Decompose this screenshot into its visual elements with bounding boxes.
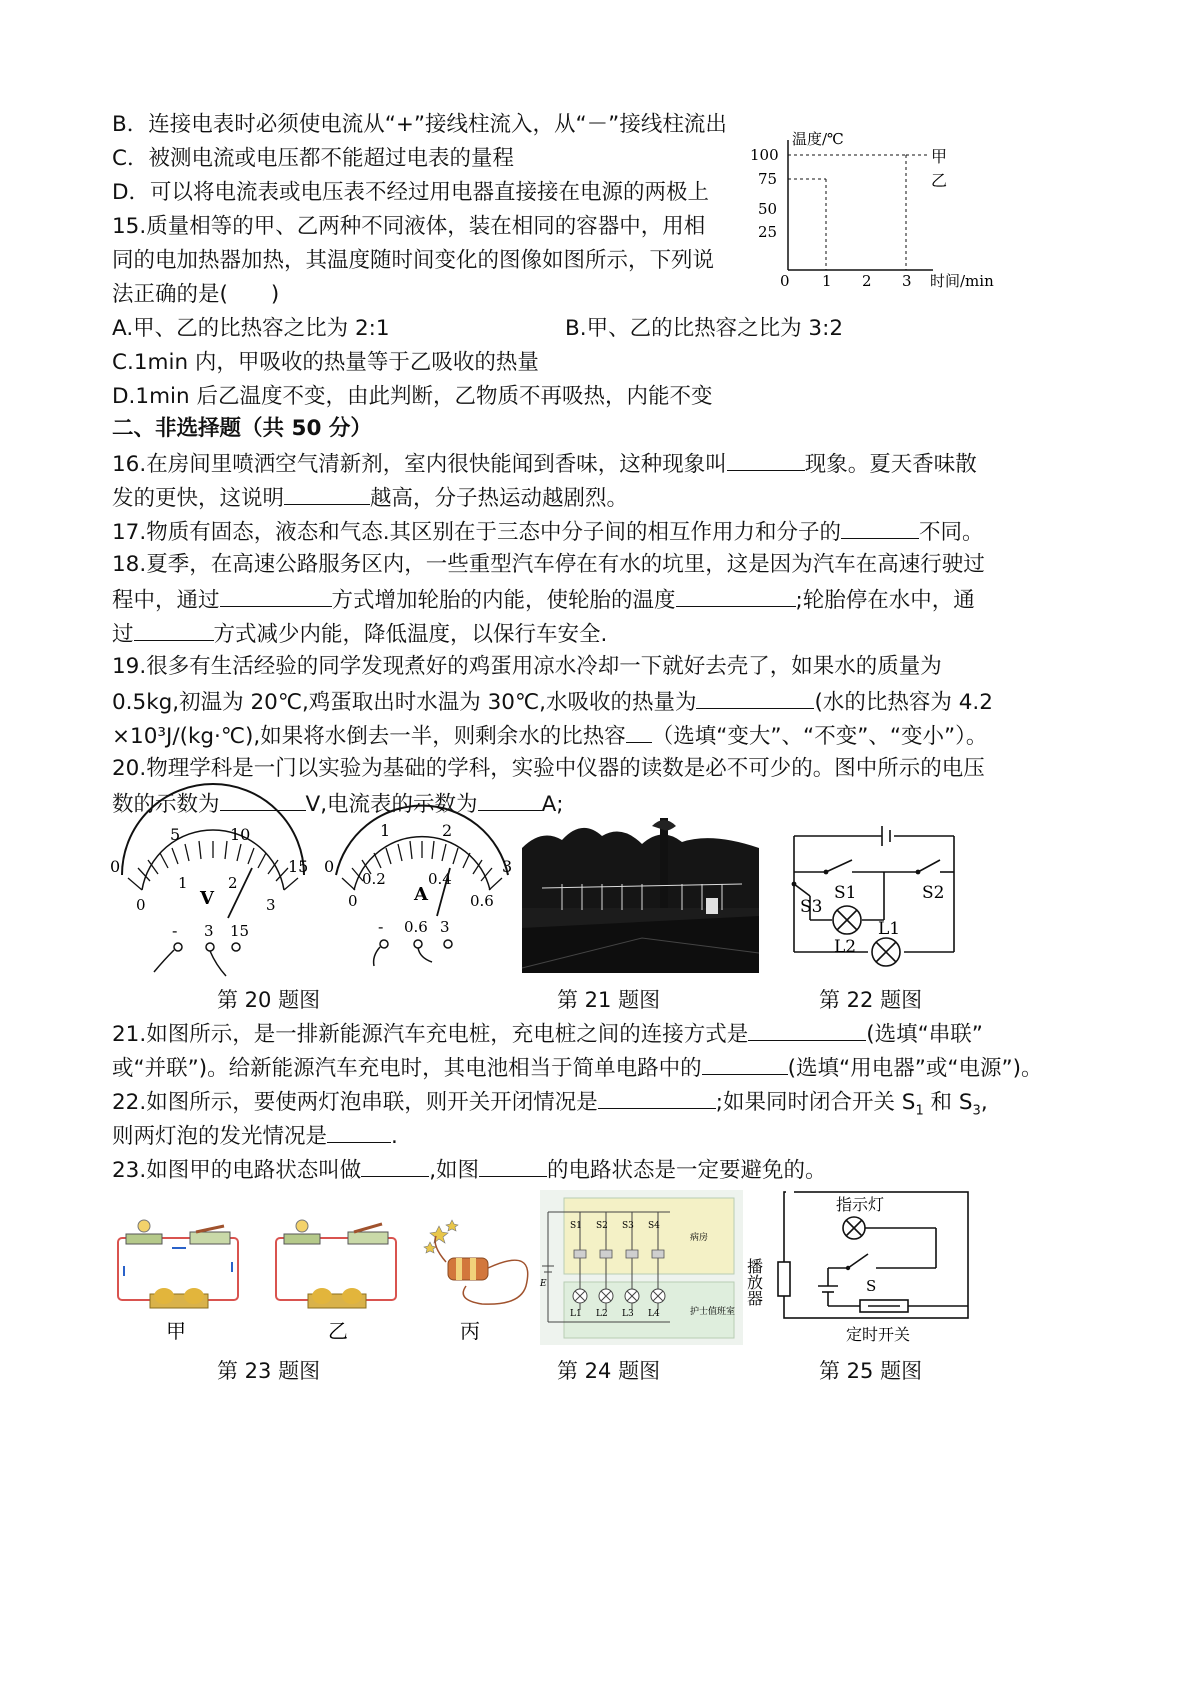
q15-option-a: A.甲、乙的比热容之比为 2:1 (112, 316, 390, 341)
fig23-circuit-jia (104, 1216, 249, 1343)
section-heading: 二、非选择题（共 50 分） (112, 416, 372, 441)
q15-option-b: B.甲、乙的比热容之比为 3:2 (565, 316, 844, 341)
q22-line2: 则两灯泡的发光情况是 . (112, 1120, 398, 1152)
q19-line2: 0.5kg,初温为 20℃,鸡蛋取出时水温为 30℃,水吸收的热量为 (水的比热容为 4.2 (112, 686, 993, 718)
fig24-s1: S1 (570, 1221, 582, 1231)
xtick-2: 2 (862, 272, 872, 290)
caption-fig21: 第 21 题图 (557, 988, 661, 1012)
charging-station-photo (522, 818, 759, 973)
v-terminal-15: 15 (230, 922, 250, 940)
fig25-timer-label: 定时开关 (846, 1325, 911, 1344)
caption-fig24: 第 24 题图 (557, 1359, 661, 1383)
q15-stem-line1: 15.质量相等的甲、乙两种不同液体，装在相同的容器中，用相 (112, 214, 706, 239)
a-top-0: 0 (324, 857, 335, 876)
fig24-l3: L3 (622, 1309, 634, 1319)
a-top-1: 1 (380, 821, 391, 840)
q19-line3: ×10³J/(kg·℃),如果将水倒去一半，则剩余水的比热容 （选填“变大”、“不变”、“变小”）。 (112, 720, 987, 752)
fig24-l1: L1 (570, 1309, 582, 1319)
v-top-10: 10 (230, 825, 251, 844)
fig24-l2: L2 (596, 1309, 608, 1319)
temperature-time-graph (748, 120, 1008, 295)
v-bottom-1: 1 (178, 874, 188, 892)
a-terminal-3: 3 (440, 918, 450, 936)
fig23-circuit-bing (426, 1216, 536, 1343)
q18-line3: 过 方式减少内能，降低温度，以保行车安全. (112, 618, 607, 650)
v-bottom-2: 2 (228, 874, 238, 892)
caption-fig23: 第 23 题图 (217, 1359, 321, 1383)
label-s2: S2 (922, 883, 945, 903)
q21-line1: 21.如图所示，是一排新能源汽车充电桩，充电桩之间的连接方式是 (选填“串联” (112, 1018, 983, 1050)
answer-blank[interactable] (327, 1120, 391, 1143)
fig24-nurse-label: 护士值班室 (690, 1307, 736, 1317)
caption-fig22: 第 22 题图 (819, 988, 923, 1012)
answer-blank[interactable] (284, 482, 370, 505)
q14-option-c: C．被测电流或电压都不能超过电表的量程 (112, 146, 515, 171)
answer-blank[interactable] (696, 686, 814, 709)
a-terminal-0-6: 0.6 (404, 918, 428, 936)
circuit-q22 (790, 822, 958, 977)
label-l1: L1 (878, 919, 901, 939)
v-top-15: 15 (288, 857, 309, 876)
fig25-switch-label: S (866, 1277, 877, 1295)
ammeter-figure (322, 820, 522, 980)
answer-blank[interactable] (479, 1154, 547, 1177)
fig23-label-yi: 乙 (328, 1319, 348, 1343)
ytick-50: 50 (758, 200, 778, 218)
q14-option-b: B．连接电表时必须使电流从“+”接线柱流入，从“－”接线柱流出 (112, 112, 727, 137)
graph-ylabel: 温度/℃ (792, 130, 844, 148)
a-top-2: 2 (442, 821, 453, 840)
ytick-25: 25 (758, 223, 778, 241)
q15-option-d: D.1min 后乙温度不变，由此判断，乙物质不再吸热，内能不变 (112, 384, 713, 409)
fig23-label-jia: 甲 (166, 1319, 186, 1343)
q18-line2: 程中，通过 方式增加轮胎的内能，使轮胎的温度 ;轮胎停在水中，通 (112, 584, 975, 616)
answer-blank[interactable] (676, 584, 796, 607)
answer-blank[interactable] (598, 1086, 716, 1109)
v-terminal-3: 3 (204, 922, 214, 940)
answer-blank[interactable] (220, 584, 332, 607)
label-jia: 甲 (931, 147, 948, 166)
label-l2: L2 (834, 937, 857, 957)
a-top-3: 3 (502, 857, 513, 876)
q15-option-c: C.1min 内，甲吸收的热量等于乙吸收的热量 (112, 350, 539, 375)
answer-blank[interactable] (478, 788, 542, 811)
a-bottom-0: 0 (348, 892, 358, 910)
fig23-circuit-yi (266, 1216, 411, 1343)
q23-line1: 23.如图甲的电路状态叫做 ,如图 的电路状态是一定要避免的。 (112, 1154, 827, 1186)
q21-line2: 或“并联”)。给新能源汽车充电时，其电池相当于简单电路中的 (选填“用电器”或“电源”)。 (112, 1052, 1043, 1084)
q20-line2: 数的示数为 V,电流表的示数为 A; (112, 788, 564, 820)
v-unit: V (200, 888, 214, 909)
a-unit: A (414, 884, 428, 905)
q16-line2: 发的更快，这说明 越高，分子热运动越剧烈。 (112, 482, 628, 514)
q15-stem-line3: 法正确的是( ) (112, 282, 280, 307)
v-bottom-3: 3 (266, 896, 276, 914)
answer-blank[interactable] (134, 618, 214, 641)
fig24-room-label: 病房 (690, 1233, 709, 1243)
fig24-l4: L4 (648, 1309, 660, 1319)
fig23-label-bing: 丙 (460, 1319, 480, 1343)
fig25-lamp-label: 指示灯 (836, 1195, 885, 1214)
label-yi: 乙 (931, 171, 948, 190)
q17-line1: 17.物质有固态，液态和气态.其区别在于三态中分子间的相互作用力和分子的 不同。 (112, 516, 984, 548)
q22-line1: 22.如图所示，要使两灯泡串联，则开关开闭情况是 ;如果同时闭合开关 $S_1$ 和 $S_3$, (112, 1086, 988, 1126)
answer-blank[interactable] (702, 1052, 788, 1075)
a-bottom-0-6: 0.6 (470, 892, 494, 910)
xtick-3: 3 (902, 272, 912, 290)
caption-fig20: 第 20 题图 (217, 988, 321, 1012)
v-top-0: 0 (110, 857, 121, 876)
fig25-circuit (744, 1188, 972, 1348)
fig24-source-label: E (540, 1279, 547, 1289)
q19-line1: 19.很多有生活经验的同学发现煮好的鸡蛋用凉水冷却一下就好去壳了，如果水的质量为 (112, 654, 942, 679)
graph-xlabel: 时间/min (930, 272, 994, 290)
answer-blank[interactable] (727, 448, 805, 471)
ytick-75: 75 (758, 170, 778, 188)
ytick-100: 100 (750, 146, 779, 164)
answer-blank[interactable] (361, 1154, 429, 1177)
label-s1: S1 (834, 883, 857, 903)
q15-stem-line2: 同的电加热器加热，其温度随时间变化的图像如图所示，下列说 (112, 248, 715, 273)
fig24-s3: S3 (622, 1221, 634, 1231)
label-s3: S3 (800, 897, 823, 917)
fig24-circuit (540, 1190, 743, 1345)
v-terminal-minus: - (172, 921, 178, 940)
a-terminal-minus: - (378, 917, 384, 936)
caption-fig25: 第 25 题图 (819, 1359, 923, 1383)
a-bottom-0-2: 0.2 (362, 870, 386, 888)
answer-blank[interactable] (626, 720, 652, 743)
v-bottom-0: 0 (136, 896, 146, 914)
voltmeter-scale-ticks (128, 841, 298, 890)
voltmeter-figure (108, 820, 318, 980)
xtick-1: 1 (822, 272, 832, 290)
answer-blank[interactable] (841, 516, 919, 539)
q18-line1: 18.夏季，在高速公路服务区内，一些重型汽车停在有水的坑里，这是因为汽车在高速行驶过 (112, 552, 985, 577)
xtick-0: 0 (780, 272, 790, 290)
v-top-5: 5 (170, 825, 181, 844)
fig25-player-label: 播放器 (744, 1258, 764, 1306)
q14-option-d: D．可以将电流表或电压表不经过用电器直接接在电源的两极上 (112, 180, 710, 205)
q16-line1: 16.在房间里喷洒空气清新剂，室内很快能闻到香味，这种现象叫 现象。夏天香味散 (112, 448, 977, 480)
fig24-s2: S2 (596, 1221, 608, 1231)
a-bottom-0-4: 0.4 (428, 870, 452, 888)
fig24-s4: S4 (648, 1221, 660, 1231)
answer-blank[interactable] (748, 1018, 866, 1041)
q20-line1: 20.物理学科是一门以实验为基础的学科，实验中仪器的读数是必不可少的。图中所示的电压 (112, 756, 985, 781)
